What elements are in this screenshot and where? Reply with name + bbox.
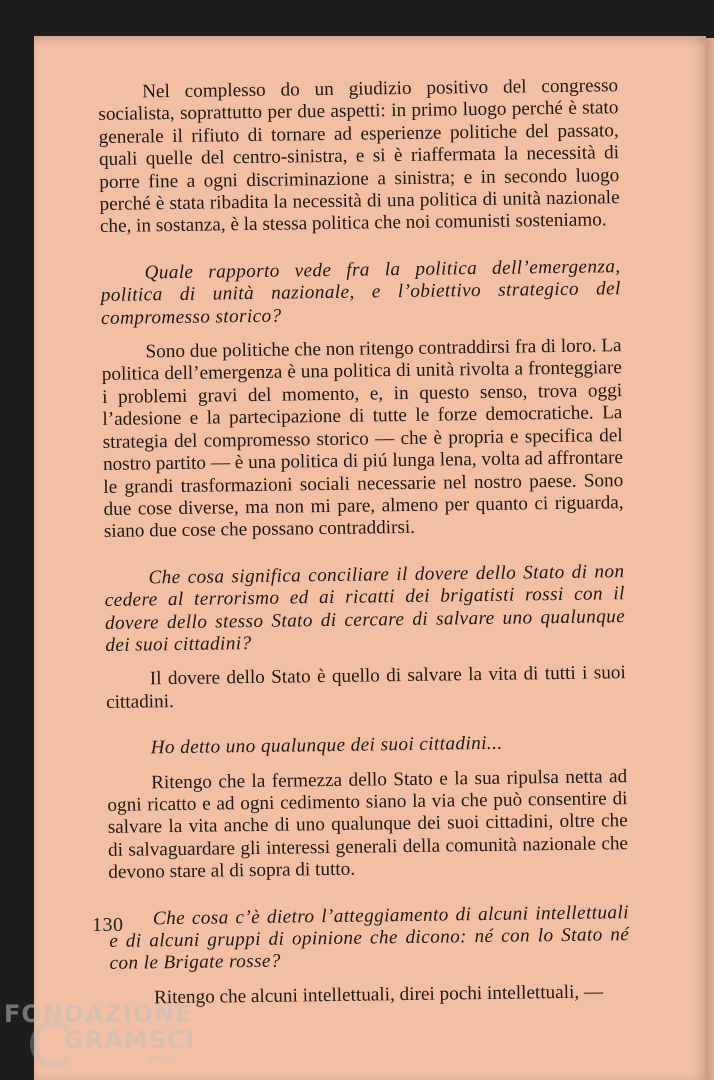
answer-paragraph-2: Sono due politiche che non ritengo contraddirsi fra di loro. La politica dell’emergenza è una politica di unità rivolta a fronteggiare i problemi gravi del momento, e, in questo senso, trova oggi l’adesione e la partecipazione di tutte le forze democratiche. La strategia del compromesso storico — che è propria e specifica del nostro partito — è una politica di piú lunga lena, volta ad affrontare le grandi trasformazioni sociali necessarie nel nostro paese. Sono due cose diverse, ma non mi pare, almeno per quanto ci riguarda, siano due cose che possano contraddirsi. [101,335,624,543]
watermark-line-2: GRAMSCI [64,1026,196,1054]
answer-paragraph-4: Ritengo che la fermezza dello Stato e la sua ripulsa netta ad ogni ricatto e ad ogni cedimento siano la via che può consentire di salvare la vita anche di uno qualunque dei suoi cittadini, oltre che di salvaguardare gli interessi generali della comunità nazionale che devono stare al di sopra di tutto. [107,765,629,884]
page-number: 130 [92,914,124,936]
watermark-line-1: FONDAZIONE [4,1000,193,1028]
question-paragraph-3: Ho detto uno qualunque dei suoi cittadini... [150,732,503,759]
page-body-text [98,75,630,1010]
answer-paragraph-3: Il dovere dello Stato è quello di salvare la vita di tutti i suoi cittadini. [105,662,626,713]
answer-paragraph-1: Nel complesso do un giudizio positivo del congresso socialista, soprattutto per due aspetti: in primo luogo perché è stato generale il rifiuto di tornare ad esperienze politiche del passato, quali quelle del centro-sinistra, e si è riaffermata la necessità di porre fine a ogni discriminazione a sinistra; e in secondo luogo perché è stata ribadita la necessità di una politica di unità nazionale che, in sostanza, è la stessa politica che noi comunisti sosteniamo. [98,75,620,238]
question-paragraph-2: Che cosa significa conciliare il dovere dello Stato di non cedere al terrorismo ed ai ricatti dei brigatisti rossi con il dovere dello stesso Stato di cercare di salvare uno qualunque dei suoi cittadini? [104,560,626,656]
archive-watermark [2,996,202,1076]
question-paragraph-1: Quale rapporto vede fra la politica dell’emergenza, politica di unità nazionale, e l’obiettivo strategico del compromesso storico? [100,256,621,329]
question-paragraph-4: Che cosa c’è dietro l’atteggiamento di alcuni intellettuali e di alcuni gruppi di opinione che dicono: né con lo Stato né con le Brigate rosse? [109,901,630,975]
answer-paragraph-5: Ritengo che alcuni intellettuali, direi pochi intellettuali, — [153,981,604,1009]
watermark-line-3: onlus [148,1052,178,1065]
